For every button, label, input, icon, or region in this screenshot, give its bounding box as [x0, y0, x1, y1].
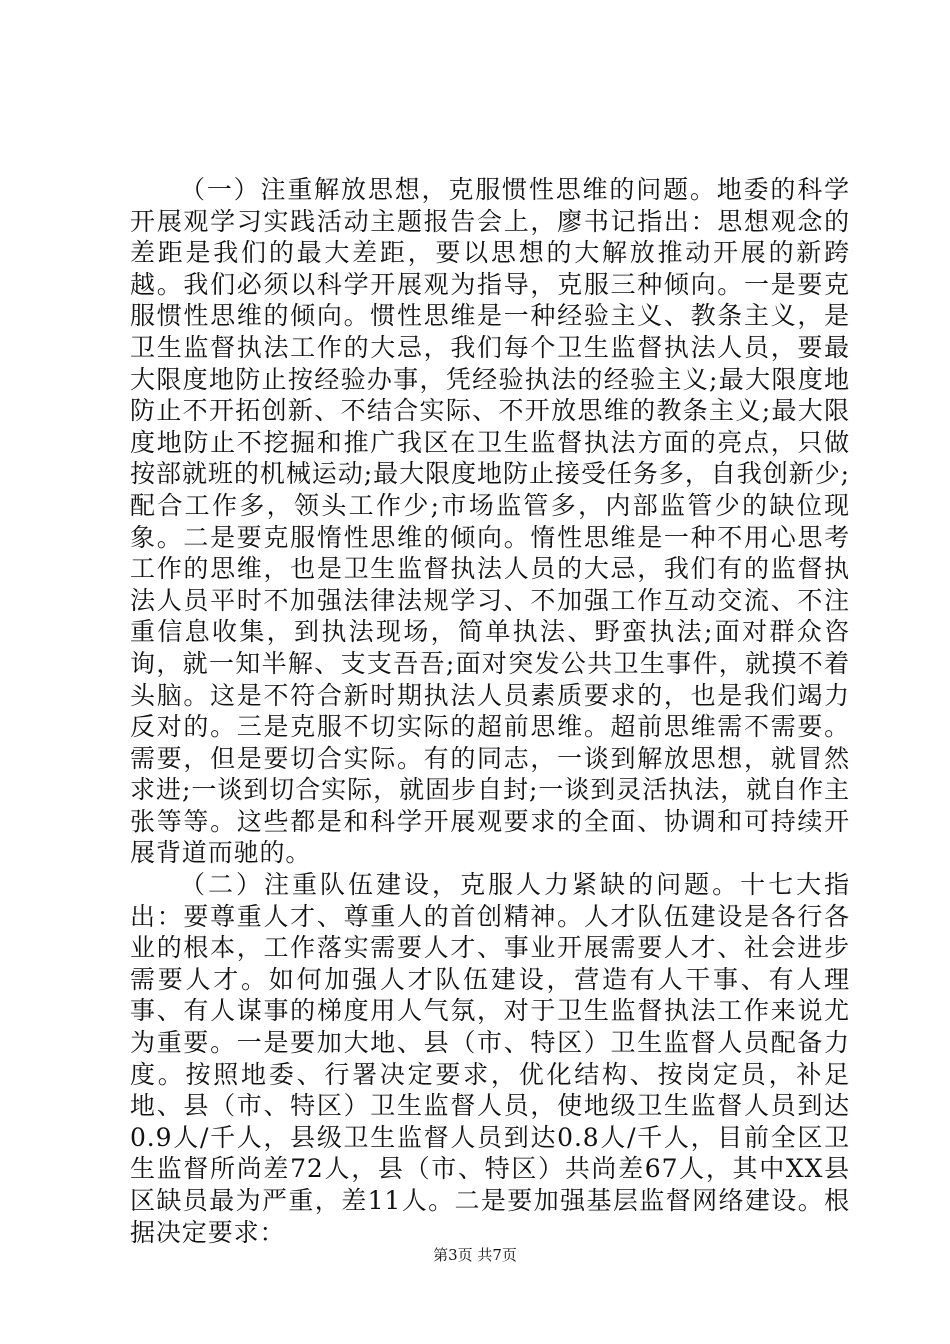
paragraph-1: （一）注重解放思想，克服惯性思维的问题。地委的科学开展观学习实践活动主题报告会上，廖书记指出：思想观念的差距是我们的最大差距，要以思想的大解放推动开展的新跨越。我们必须以科学开展观为指导，克服三种倾向。一是要克服惯性思维的倾向。惯性思维是一种经验主义、教条主义，是卫生监督执法工作的大忌，我们每个卫生监督执法人员，要最大限度地防止按经验办事，凭经验执法的经验主义;最大限度地防止不开拓创新、不结合实际、不开放思维的教条主义;最大限度地防止不挖掘和推广我区在卫生监督执法方面的亮点，只做按部就班的机械运动;最大限度地防止接受任务多，自我创新少;配合工作多，领头工作少;市场监管多，内部监管少的缺位现象。二是要克服惰性思维的倾向。惰性思维是一种不用心思考工作的思维，也是卫生监督执法人员的大忌，我们有的监督执法人员平时不加强法律法规学习、不加强工作互动交流、不注重信息收集，到执法现场，简单执法、野蛮执法;面对群众咨询，就一知半解、支支吾吾;面对突发公共卫生事件，就摸不着头脑。这是不符合新时期执法人员素质要求的，也是我们竭力反对的。三是克服不切实际的超前思维。超前思维需不需要。需要，但是要切合实际。有的同志，一谈到解放思想，就冒然求进;一谈到切合实际，就固步自封;一谈到灵活执法，就自作主张等等。这些都是和科学开展观要求的全面、协调和可持续开展背道而驰的。 [130, 175, 850, 868]
paragraph-2: （二）注重队伍建设，克服人力紧缺的问题。十七大指出：要尊重人才、尊重人的首创精神。人才队伍建设是各行各业的根本，工作落实需要人才、事业开展需要人才、社会进步需要人才。如何加强人才队伍建设，营造有人干事、有人理事、有人谋事的梯度用人气氛，对于卫生监督执法工作来说尤为重要。一是要加大地、县（市、特区）卫生监督人员配备力度。按照地委、行署决定要求，优化结构、按岗定员，补足地、县（市、特区）卫生监督人员，使地级卫生监督人员到达0.9人/千人，县级卫生监督人员到达0.8人/千人，目前全区卫生监督所尚差72人，县（市、特区）共尚差67人，其中XX县区缺员最为严重，差11人。二是要加强基层监督网络建设。根据决定要求： [130, 870, 850, 1247]
page-footer: 第3页 共7页 [433, 1246, 517, 1264]
document-body [130, 174, 850, 1248]
